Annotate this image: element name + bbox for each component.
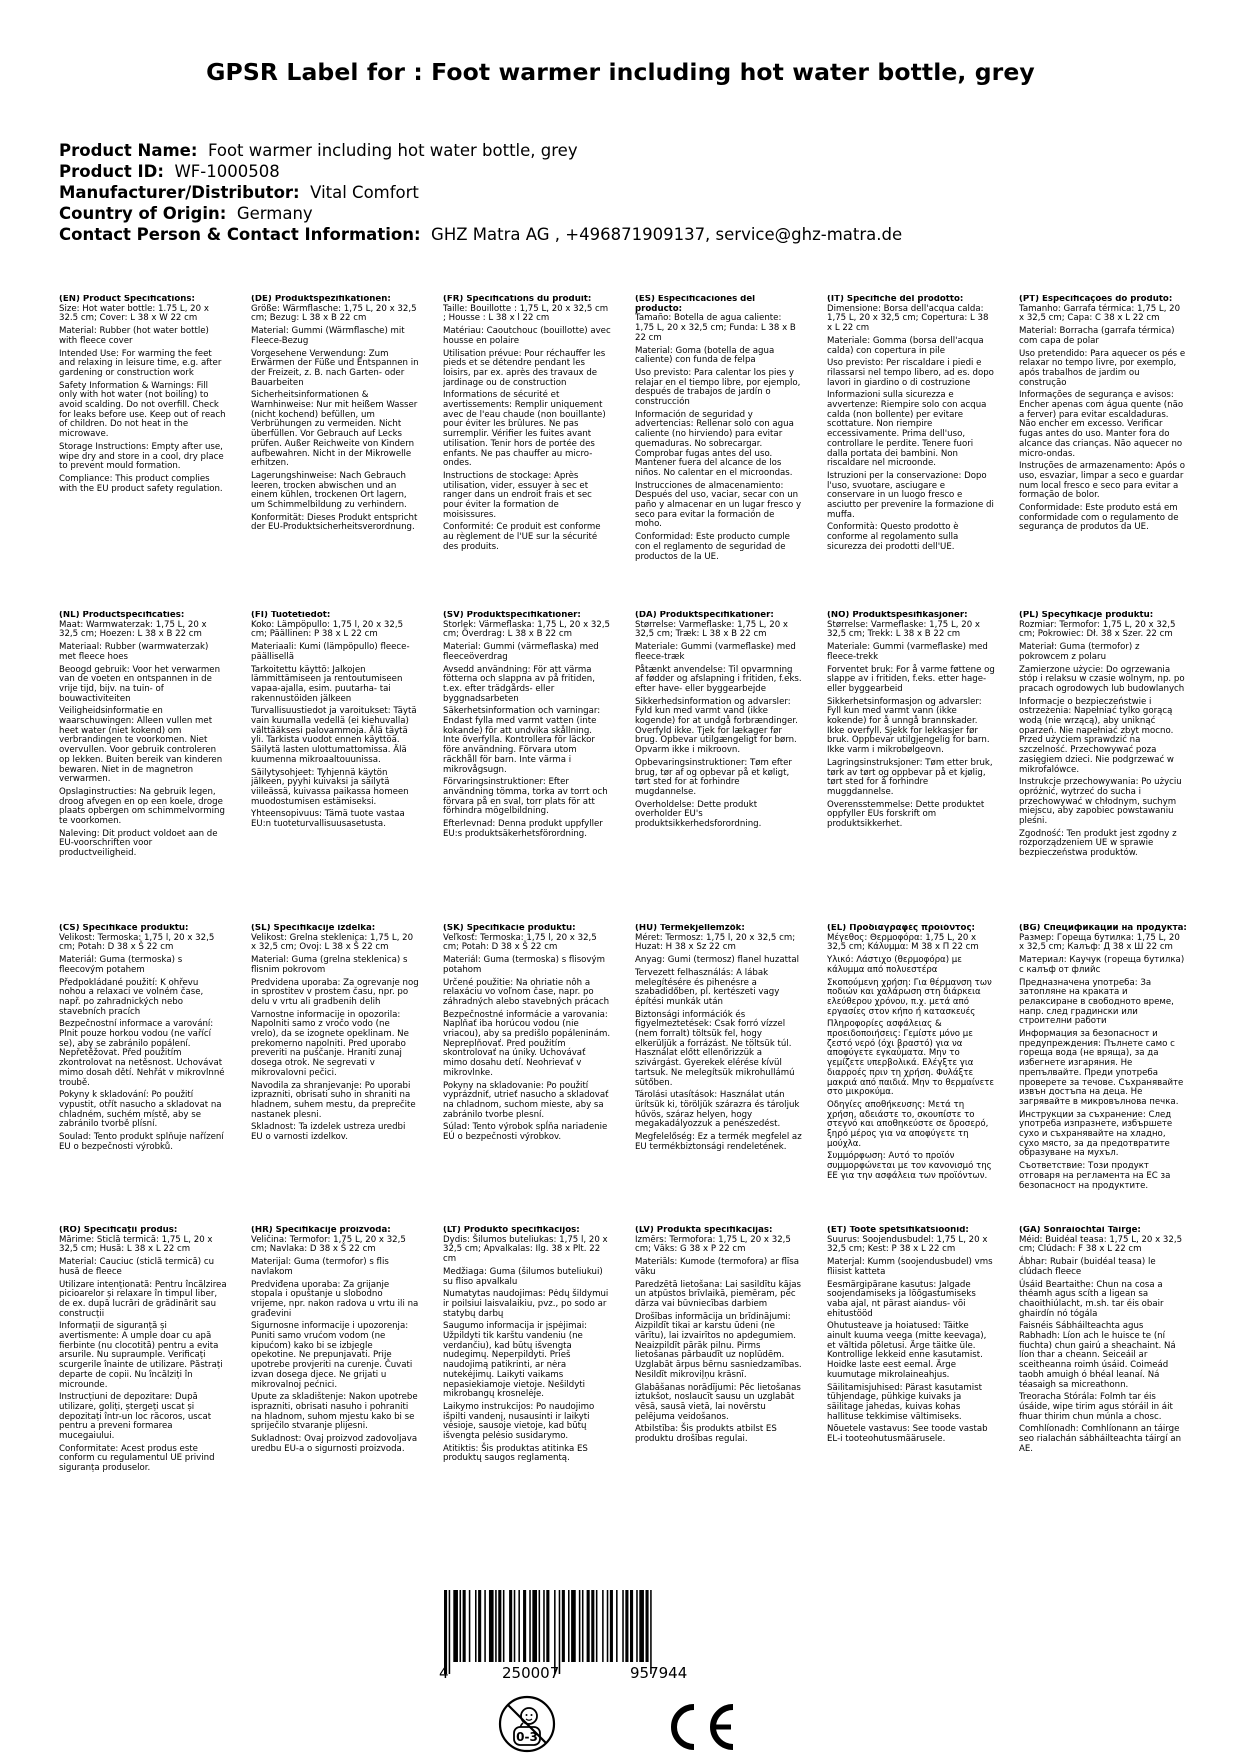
language-block-paragraph: Μέγεθος: Θερμοφόρα: 1,75 L, 20 x 32,5 cm; Κάλυμμα: Μ 38 x Π 22 cm bbox=[827, 932, 979, 953]
country-value: Germany bbox=[236, 204, 313, 223]
product-id-row bbox=[59, 161, 902, 182]
language-block-paragraph: Sicherheitsinformationen & Warnhinweise: Nur mit heißem Wasser (nicht kochend) befüllen, um Verbrühungen zu vermeiden. Nicht überfüllen. Vor Gebrauch auf Lecks prüfen. Außer Reichweite von Kindern aufbewahren. Nicht in der Mikrowelle erhitzen. bbox=[251, 390, 418, 469]
language-block-paragraph: Размер: Гореща бутилка: 1,75 L, 20 x 32,5 cm; Калъф: Д 38 x Ш 22 cm bbox=[1019, 932, 1180, 953]
barcode-bar bbox=[509, 1590, 512, 1662]
language-row bbox=[59, 611, 1191, 924]
language-block bbox=[59, 611, 227, 924]
language-block-paragraph: Материал: Каучук (гореща бутилка) с калъф от флийс bbox=[1019, 955, 1185, 975]
language-block-paragraph: Pokyny k skladování: Po použití vypustit, otřít nasucho a skladovat na chladném, suchém místě, aby se zabránilo tvorbě plísní. bbox=[59, 1090, 222, 1130]
language-block-paragraph: Materiał: Guma (termofor) z pokrowcem z polaru bbox=[1019, 642, 1140, 662]
language-block-paragraph: Material: Borracha (garrafa térmica) com capa de polar bbox=[1019, 326, 1175, 346]
language-block-paragraph: Uso previsto: Para calentar los pies y relajar en el tiempo libre, por ejemplo, después de trabajos de jardín o construcción bbox=[635, 367, 801, 408]
language-block-paragraph: Zgodność: Ten produkt jest zgodny z rozporządzeniem UE w sprawie bezpieczeństwa produktów. bbox=[1019, 828, 1177, 859]
language-block-paragraph: Conformité: Ce produit est conforme au règlement de l'UE sur la sécurité des produits. bbox=[443, 522, 601, 552]
language-block-paragraph: Konformität: Dieses Produkt entspricht der EU-Produktsicherheitsverordnung. bbox=[251, 512, 418, 533]
barcode-bar bbox=[469, 1590, 471, 1662]
barcode-bar bbox=[607, 1590, 609, 1662]
language-block-paragraph: Sigurnosne informacije i upozorenja: Puniti samo vrućom vodom (ne kipućom) kako bi se izbjegle opekotine. Ne prepunjavati. Prije upotrebe provjeriti na curenje. Čuvati izvan dosega djece. Ne grijati u mikrovalnoj pećnici. bbox=[251, 1321, 413, 1390]
language-block-paragraph: Størrelse: Varmeflaske: 1,75 L, 20 x 32,5 cm; Træk: L 38 x B 22 cm bbox=[635, 619, 789, 640]
product-name-label: Product Name: bbox=[59, 141, 198, 160]
language-block-paragraph: Beoogd gebruik: Voor het verwarmen van de voeten en ontspannen in de vrije tijd, bijv. na tuin- of bouwactiviteiten bbox=[59, 664, 221, 704]
language-block-paragraph: Předpokládané použití: K ohřevu nohou a relaxaci ve volném čase, např. po zahradnických nebo stavebních pracích bbox=[59, 977, 204, 1017]
language-block-paragraph: Tervezett felhasználás: A lábak melegítésére és pihenésre a szabadidőben, pl. kertészeti vagy építési munkák után bbox=[635, 967, 780, 1007]
language-block-title: (FI) Tuotetiedot: bbox=[251, 611, 331, 620]
barcode-bar bbox=[532, 1590, 537, 1662]
language-block-paragraph: Sikkerhetsinformasjon og advarsler: Fyll kun med varmt vann (ikke kokende) for å unngå brannskader. Ikke overfyll. Sjekk for lekkasjer før bruk. Oppbevar utilgjengelig for barn. Ikke varm i mikrobølgeovn. bbox=[827, 696, 990, 756]
language-block bbox=[635, 611, 803, 924]
language-block-title: (SL) Specifikacije izdelka: bbox=[251, 924, 376, 933]
language-block-paragraph: Opbevaringsinstruktioner: Tøm efter brug, tør af og opbevar på et køligt, tørt sted for at forhindre mugdannelse. bbox=[635, 757, 792, 797]
language-block-paragraph: Uso previsto: Per riscaldare i piedi e rilassarsi nel tempo libero, ad es. dopo lavori in giardino o di costruzione bbox=[827, 358, 994, 388]
contact-row bbox=[59, 224, 902, 245]
barcode-bar bbox=[591, 1590, 594, 1662]
language-block-paragraph: Nõuetele vastavus: See toode vastab EL-i tooteohutusmäärusele. bbox=[827, 1424, 988, 1445]
language-block-paragraph: Soulad: Tento produkt splňuje nařízení EU o bezpečnosti výrobků. bbox=[59, 1132, 224, 1152]
language-block-title: (CS) Specifikace produktu: bbox=[59, 924, 189, 933]
language-block-paragraph: Megfelelőség: Ez a termék megfelel az EU termékbiztonsági rendeletének. bbox=[635, 1132, 802, 1152]
language-block-paragraph: Predviđena uporaba: Za grijanje stopala i opuštanje u slobodno vrijeme, npr. nakon radova u vrtu ili na građevini bbox=[251, 1279, 419, 1319]
language-block-paragraph: Instrukcje przechowywania: Po użyciu opróżnić, wytrzeć do sucha i przechowywać w chłodnym, suchym miejscu, aby zapobiec powstawaniu pleśni. bbox=[1019, 777, 1182, 827]
language-block-paragraph: Yhteensopivuus: Tämä tuote vastaa EU:n tuoteturvallisuusasetusta. bbox=[251, 809, 405, 830]
language-block-title: (PL) Specyfikacje produktu: bbox=[1019, 611, 1154, 620]
language-block-paragraph: Materiaal: Rubber (warmwaterzak) met fleece hoes bbox=[59, 642, 209, 662]
product-id-label: Product ID: bbox=[59, 162, 164, 181]
language-block-paragraph: Informations de sécurité et avertissements: Remplir uniquement avec de l'eau chaude (non bouillante) pour éviter les brûlures. Ne pas surremplir. Vérifier les fuites avant utilisation. Tenir hors de portée des enfants. Ne pas chauffer au micro-ondes. bbox=[443, 390, 606, 469]
language-block bbox=[635, 1226, 803, 1526]
barcode-bar bbox=[453, 1590, 458, 1662]
language-block-paragraph: Opslaginstructies: Na gebruik legen, droog afvegen en op een koele, droge plaats opbergen om schimmelvorming te voorkomen. bbox=[59, 786, 225, 827]
language-block-paragraph: Instrucciones de almacenamiento: Después del uso, vaciar, secar con un paño y almacenar en un lugar fresco y seco para evitar la formación de moho. bbox=[635, 480, 802, 530]
barcode-bar bbox=[639, 1590, 644, 1662]
language-block-paragraph: Informações de segurança e avisos: Encher apenas com água quente (não a ferver) para evitar escaldaduras. Não encher em excesso. Verificar fugas antes do uso. Manter fora do alcance das crianças. Não aquecer no micro-ondas. bbox=[1019, 390, 1184, 459]
barcode-bar bbox=[579, 1590, 581, 1662]
manufacturer-label: Manufacturer/Distributor: bbox=[59, 183, 300, 202]
language-block-title: (FR) Spécifications du produit: bbox=[443, 295, 592, 304]
manufacturer-row bbox=[59, 182, 902, 203]
barcode-bar bbox=[514, 1590, 516, 1662]
language-block bbox=[1019, 1226, 1187, 1526]
language-block-paragraph: Instruções de armazenamento: Após o uso, esvaziar, limpar a seco e guardar num local fresco e seco para evitar a formação de bolor. bbox=[1019, 461, 1185, 501]
barcode-bar bbox=[539, 1590, 541, 1662]
language-block-paragraph: Materijal: Guma (termofor) s flis navlakom bbox=[251, 1257, 389, 1277]
product-name-value: Foot warmer including hot water bottle, grey bbox=[207, 141, 578, 160]
language-block-paragraph: Biztonsági információk és figyelmeztetések: Csak forró vízzel (nem forralt) töltsük fel, hogy elkerüljük a forrázást. Ne töltsük túl. Használat előtt ellenőrizzük a szivárgást. Gyerekek elérése kívül tartsuk. Ne melegítsük mikrohullámú sütőben. bbox=[635, 1009, 795, 1088]
barcode-bar bbox=[444, 1590, 447, 1674]
language-block-title: (GA) Sonraíochtaí Táirge: bbox=[1019, 1226, 1141, 1235]
language-block-paragraph: Matériau: Caoutchouc (bouillotte) avec housse en polaire bbox=[443, 326, 611, 346]
language-block-paragraph: Informații de siguranță și avertismente: A umple doar cu apă fierbinte (nu clocotită) pentru a evita arsurile. Nu supraumple. Verificați scurgerile înainte de utilizare. Păstrați departe de copii. Nu încălziți în microunde. bbox=[59, 1321, 223, 1390]
language-block-paragraph: Sikkerhedsinformation og advarsler: Fyld kun med varmt vand (ikke kogende) for at undgå forbrændinger. Overfyld ikke. Tjek for lækager før brug. Opbevar utilgængeligt for børn. Opvarm ikke i mikroovn. bbox=[635, 696, 798, 756]
language-block-paragraph: Conformità: Questo prodotto è conforme al regolamento sulla sicurezza dei prodotti dell'UE. bbox=[827, 522, 959, 552]
language-block-title: (RO) Specificații produs: bbox=[59, 1226, 178, 1235]
barcode-digits-right: 957944 bbox=[630, 1664, 688, 1682]
language-block bbox=[59, 295, 227, 611]
barcode-bar bbox=[518, 1590, 520, 1662]
language-block-paragraph: Bezpečnostné informácie a varovania: Naplňať iba horúcou vodou (nie vriacou), aby sa predišlo popáleninám. Nepreplňovať. Pred použitím skontrolovať na úniky. Uchovávať mimo dosahu detí. Neohrievať v mikrovlnke. bbox=[443, 1009, 611, 1078]
barcode-bar bbox=[616, 1590, 618, 1662]
page-title: GPSR Label for : Foot warmer including hot water bottle, grey bbox=[206, 58, 1035, 86]
language-specifications-grid bbox=[59, 295, 1191, 1526]
language-block-paragraph: Storage Instructions: Empty after use, wipe dry and store in a cool, dry place to prevent mould formation. bbox=[59, 441, 224, 472]
country-label: Country of Origin: bbox=[59, 204, 227, 223]
barcode-bar bbox=[546, 1590, 549, 1662]
language-block bbox=[251, 295, 419, 611]
language-block-paragraph: Instrucțiuni de depozitare: După utilizare, goliți, ștergeți uscat și depozitați într-un loc răcoros, uscat pentru a preveni formarea mucegaiului. bbox=[59, 1392, 212, 1442]
language-block-paragraph: Mărime: Sticlă termică: 1,75 L, 20 x 32,5 cm; Husă: L 38 x L 22 cm bbox=[59, 1234, 213, 1255]
language-block-paragraph: Laikymo instrukcijos: Po naudojimo išpilti vandenį, nusausinti ir laikyti vėsioje, sausoje vietoje, kad būtų išvengta pelėsio susidarymo. bbox=[443, 1401, 595, 1442]
barcode-bar bbox=[543, 1590, 545, 1662]
contact-label: Contact Person & Contact Information: bbox=[59, 225, 421, 244]
language-block-paragraph: Materiale: Gummi (varmeflaske) med fleece-trekk bbox=[827, 642, 988, 662]
language-block-paragraph: Συμμόρφωση: Αυτό το προϊόν συμμορφώνεται με τον κανονισμό της ΕΕ για την ασφάλεια των προϊόντων. bbox=[827, 1151, 992, 1181]
language-block-title: (SK) Špecifikácie produktu: bbox=[443, 924, 576, 933]
language-block-paragraph: Förvaringsinstruktioner: Efter användning tömma, torka av torrt och förvara på en sval, torr plats för att förhindra mögelbildning. bbox=[443, 777, 608, 817]
language-block-paragraph: Предназначена употреба: За затопляне на краката и релаксиране в свободното време, напр. след градински или строителни работи bbox=[1019, 977, 1174, 1027]
barcode-bar bbox=[630, 1590, 633, 1662]
barcode-bar bbox=[460, 1590, 462, 1662]
language-block-paragraph: Veličina: Termofor: 1,75 L, 20 x 32,5 cm; Navlaka: D 38 x Š 22 cm bbox=[251, 1234, 406, 1255]
language-block bbox=[827, 611, 995, 924]
product-id-value: WF-1000508 bbox=[174, 162, 280, 181]
language-block-paragraph: Turvallisuustiedot ja varoitukset: Täytä vain kuumalla vedellä (ei kiehuvalla) välttääksesi palovammoja. Älä täytä yli. Tarkista vuodot ennen käyttöä. Säilytä lasten ulottumattomissa. Älä kuumenna mikroaaltouunissa. bbox=[251, 706, 417, 765]
language-block-title: (LT) Produkto specifikacijos: bbox=[443, 1226, 580, 1235]
product-name-row bbox=[59, 140, 902, 161]
language-block-title: (DA) Produktspecifikationer: bbox=[635, 611, 774, 620]
language-block-paragraph: Numatytas naudojimas: Pėdų šildymui ir poilsiui laisvalaikiu, pvz., po sodo ar statybų darbų bbox=[443, 1289, 609, 1319]
contact-value: GHZ Matra AG , +496871909137, service@ghz-matra.de bbox=[431, 225, 903, 244]
barcode-bar bbox=[636, 1590, 638, 1662]
language-block-paragraph: Taille: Bouillotte : 1,75 L, 20 x 32,5 cm ; Housse : L 38 x l 22 cm bbox=[443, 303, 609, 324]
barcode-bar bbox=[523, 1590, 526, 1662]
language-block-paragraph: Dimensione: Borsa dell'acqua calda: 1,75 L, 20 x 32,5 cm; Copertura: L 38 x L 22 cm bbox=[827, 303, 989, 334]
language-block-paragraph: Påtænkt anvendelse: Til opvarmning af fødder og afslapning i fritiden, f.eks. efter have- eller byggearbejde bbox=[635, 664, 802, 694]
language-block-paragraph: Material: Cauciuc (sticlă termică) cu husă de fleece bbox=[59, 1257, 215, 1277]
country-row bbox=[59, 203, 902, 224]
language-block bbox=[251, 924, 419, 1226]
language-block bbox=[827, 295, 995, 611]
language-block-paragraph: Tárolási utasítások: Használat után ürítsük ki, töröljük szárazra és tároljuk hűvös, száraz helyen, hogy megakadályozzuk a penészedést. bbox=[635, 1090, 800, 1130]
language-block-paragraph: Maat: Warmwaterzak: 1,75 L, 20 x 32,5 cm; Hoezen: L 38 x B 22 cm bbox=[59, 619, 207, 640]
barcode-digits-left: 4 bbox=[439, 1664, 449, 1682]
language-block-paragraph: Méid: Buidéal teasa: 1,75 L, 20 x 32,5 cm; Clúdach: F 38 x L 22 cm bbox=[1019, 1234, 1183, 1255]
language-block bbox=[635, 295, 803, 611]
language-block-paragraph: Material: Rubber (hot water bottle) with fleece cover bbox=[59, 326, 209, 346]
language-block-paragraph: Velikost: Grelna steklenica: 1,75 L, 20 x 32,5 cm; Ovoj: L 38 x Š 22 cm bbox=[251, 932, 414, 953]
language-block-paragraph: Predvidena uporaba: Za ogrevanje nog in sprostitev v prostem času, npr. po delu v vrtu ali gradbenih delih bbox=[251, 977, 419, 1007]
barcode-bar bbox=[582, 1590, 584, 1662]
language-block-paragraph: Istruzioni per la conservazione: Dopo l'uso, svuotare, asciugare e conservare in un luogo fresco e asciutto per prevenire la formazione di muffa. bbox=[827, 470, 994, 520]
language-block-paragraph: Anyag: Gumi (termosz) flanel huzattal bbox=[635, 955, 800, 966]
language-block-paragraph: Izmērs: Termofora: 1,75 L, 20 x 32,5 cm; Vāks: G 38 x P 22 cm bbox=[635, 1234, 791, 1255]
language-block-paragraph: Vorgesehene Verwendung: Zum Erwärmen der Füße und Entspannen in der Freizeit, z. B. nach Garten- oder Bauarbeiten bbox=[251, 348, 419, 388]
barcode-bar bbox=[529, 1590, 531, 1662]
language-block-title: (PT) Especificações do produto: bbox=[1019, 295, 1173, 304]
language-block-paragraph: Conformidade: Este produto está em conformidade com o regulamento de segurança de produtos da UE. bbox=[1019, 503, 1179, 533]
language-block-paragraph: Dydis: Šilumos buteliukas: 1,75 l, 20 x 32,5 cm; Apvalkalas: Ilg. 38 x Plt. 22 cm bbox=[443, 1234, 608, 1265]
language-row bbox=[59, 1226, 1191, 1526]
age-range-text: 0-3 bbox=[516, 1730, 538, 1744]
language-block-paragraph: Materiaali: Kumi (lämpöpullo) fleece-päällisellä bbox=[251, 642, 410, 662]
language-block-paragraph: Atbilstība: Šis produkts atbilst ES produktu drošības regulai. bbox=[635, 1424, 777, 1445]
barcode-bar bbox=[587, 1590, 590, 1662]
language-block-paragraph: Инструкции за съхранение: След употреба изпразнете, избършете сухо и съхранявайте на хладно, сухо място, за да предотвратите образуване на мухъл. bbox=[1019, 1109, 1173, 1159]
language-block-paragraph: Intended Use: For warming the feet and relaxing in leisure time, e.g. after gardening or construction work bbox=[59, 348, 222, 378]
language-block-paragraph: Eesmärgipärane kasutus: Jalgade soojendamiseks ja lõõgastumiseks vaba ajal, nt pärast aiandus- või ehitustööd bbox=[827, 1279, 976, 1319]
language-block-paragraph: Instructions de stockage: Après utilisation, vider, essuyer à sec et ranger dans un endroit frais et sec pour éviter la formation de moisissures. bbox=[443, 470, 592, 520]
language-block-paragraph: Informazioni sulla sicurezza e avvertenze: Riempire solo con acqua calda (non bollente) per evitare scottature. Non riempire eccessivamente. Prima dell'uso, controllare le perdite. Tenere fuori dalla portata dei bambini. Non riscaldare nel microonde. bbox=[827, 390, 987, 469]
barcode-bar bbox=[449, 1590, 451, 1674]
barcode-bar bbox=[646, 1590, 649, 1662]
language-block-paragraph: Paredzētā lietošana: Lai sasildītu kājas un atpūstos brīvlaikā, piemēram, pēc dārza vai būvniecības darbiem bbox=[635, 1279, 802, 1309]
language-block-paragraph: Lagerungshinweise: Nach Gebrauch leeren, trocken abwischen und an einem kühlen, trockenen Ort lagern, um Schimmelbildung zu verhindern. bbox=[251, 470, 407, 511]
language-block-paragraph: Comhlíonadh: Comhlíonann an táirge seo rialachán sábháilteachta táirgí an AE. bbox=[1019, 1424, 1182, 1454]
language-block bbox=[443, 1226, 611, 1526]
language-block-title: (ET) Toote spetsifikatsioonid: bbox=[827, 1226, 969, 1235]
language-block-paragraph: Medžiaga: Guma (šilumos buteliukui) su fliso apvalkalu bbox=[443, 1266, 603, 1287]
barcode-bar bbox=[622, 1590, 624, 1662]
language-block-paragraph: Súlad: Tento výrobok spĺňa nariadenie EÚ o bezpečnosti výrobkov. bbox=[443, 1122, 608, 1143]
language-block bbox=[1019, 924, 1187, 1226]
language-block-paragraph: Glabāšanas norādījumi: Pēc lietošanas iztukšot, noslaucīt sausu un uzglabāt vēsā, sausā vietā, lai novērstu pelējuma veidošanos. bbox=[635, 1382, 801, 1422]
language-block bbox=[443, 924, 611, 1226]
language-block-paragraph: Lagringsinstruksjoner: Tøm etter bruk, tørk av tørt og oppbevar på et kjølig, tørt sted for å forhindre muggdannelse. bbox=[827, 757, 993, 797]
language-block-paragraph: Rozmiar: Termofor: 1,75 L, 20 x 32,5 cm; Pokrowiec: Dł. 38 x Szer. 22 cm bbox=[1019, 619, 1176, 640]
language-block-title: (HR) Specifikacije proizvoda: bbox=[251, 1226, 391, 1235]
language-block-paragraph: Compliance: This product complies with the EU product safety regulation. bbox=[59, 473, 223, 494]
barcode-bar bbox=[484, 1590, 486, 1662]
language-block-paragraph: Materiál: Guma (termoska) s flisovým potahom bbox=[443, 955, 605, 975]
language-block-paragraph: Υλικό: Λάστιχο (θερμοφόρα) με κάλυμμα από πολυεστέρα bbox=[827, 955, 962, 975]
barcode-bar bbox=[475, 1590, 477, 1662]
language-block-title: (BG) Спецификации на продукта: bbox=[1019, 924, 1187, 933]
language-block-paragraph: Suurus: Soojendusbudel: 1,75 L, 20 x 32,5 cm; Kest: P 38 x L 22 cm bbox=[827, 1234, 988, 1255]
language-block-paragraph: Materiale: Gomma (borsa dell'acqua calda) con copertura in pile bbox=[827, 335, 984, 356]
language-block-title: (SV) Produktspecifikationer: bbox=[443, 611, 581, 620]
barcode-bar bbox=[559, 1590, 561, 1674]
language-block-paragraph: Conformidad: Este producto cumple con el reglamento de seguridad de productos de la UE. bbox=[635, 532, 790, 562]
language-block-title: (NL) Productspecificaties: bbox=[59, 611, 185, 620]
barcode-digits-mid: 250007 bbox=[502, 1664, 560, 1682]
language-block-paragraph: Информация за безопасност и предупреждения: Пълнете само с гореща вода (не вряща), за да избегнете изгаряния. Не препълвайте. Преди употреба проверете за течове. Съхранявайте извън достъпа на деца. Не загрявайте в микровълнова печка. bbox=[1019, 1029, 1184, 1107]
barcode-bar bbox=[571, 1590, 576, 1662]
language-block-paragraph: Säkerhetsinformation och varningar: Endast fylla med varmt vatten (inte kokande) för att undvika skållning. Inte överfylla. Kontrollera för läckor före användning. Förvara utom räckhåll för barn. Inte värma i mikrovågsugn. bbox=[443, 706, 601, 775]
language-block-paragraph: Forventet bruk: For å varme føttene og slappe av i fritiden, f.eks. etter hage- eller byggearbeid bbox=[827, 664, 995, 694]
language-block-paragraph: Säilytysohjeet: Tyhjennä käytön jälkeen, pyyhi kuivaksi ja säilytä viileässä, kuivassa paikassa homeen muodostumisen estämiseksi. bbox=[251, 767, 409, 807]
language-block-paragraph: Bezpečnostní informace a varování: Plnit pouze horkou vodou (ne vařící se), aby se zabránilo popálení. Nepřetěžovat. Před použitím zkontrolovat na netěsnost. Uchovávat mimo dosah dětí. Nehřát v mikrovlnné troubě. bbox=[59, 1019, 225, 1088]
language-block-title: (IT) Specifiche del prodotto: bbox=[827, 295, 964, 304]
language-block bbox=[1019, 295, 1187, 611]
language-block-paragraph: Material: Gummi (värmeflaska) med fleeceöverdrag bbox=[443, 642, 599, 662]
language-block-title: (NO) Produktspesifikasjoner: bbox=[827, 611, 968, 620]
language-block-paragraph: Veľkosť: Termoska: 1,75 l, 20 x 32,5 cm; Potah: D 38 x Š 22 cm bbox=[443, 932, 597, 953]
barcode-bar bbox=[562, 1590, 565, 1662]
language-block-paragraph: Σκοπούμενη χρήση: Για θέρμανση των ποδιών και χαλάρωση στη διάρκεια ελεύθερου χρόνου, π.χ. μετά από εργασίες στον κήπο ή κατασκευές bbox=[827, 977, 992, 1017]
language-block bbox=[827, 924, 995, 1226]
barcode-bar bbox=[503, 1590, 505, 1662]
language-block-paragraph: Upute za skladištenje: Nakon upotrebe isprazniti, obrisati nasuho i pohraniti na hladnom, suhom mjestu kako bi se spriječilo stvaranje plijesni. bbox=[251, 1392, 418, 1432]
language-block-paragraph: Treoracha Stórála: Folmh tar éis úsáide, wipe tirim agus stóráil in áit fhuar thirim chun múnla a chosc. bbox=[1019, 1392, 1173, 1422]
language-block-paragraph: Storlek: Värmeflaska: 1,75 L, 20 x 32,5 cm; Överdrag: L 38 x B 22 cm bbox=[443, 619, 611, 640]
not-for-children-0-3-icon bbox=[497, 1694, 557, 1754]
barcode-bar bbox=[602, 1590, 604, 1662]
barcode-bars bbox=[436, 1590, 736, 1676]
language-block-paragraph: Οδηγίες αποθήκευσης: Μετά τη χρήση, αδειάστε το, σκουπίστε το στεγνό και αποθηκεύστε σε δροσερό, ξηρό μέρος για να αποφύγετε τη μούχλα. bbox=[827, 1099, 989, 1149]
language-block-paragraph: Saugumo informacija ir įspėjimai: Užpildyti tik karštu vandeniu (ne verdančiu), kad būtų išvengta nudegimų. Neperpildyti. Prieš naudojimą patikrinti, ar nėra nutekėjimų. Laikyti vaikams nepasiekiamoje vietoje. Nešildyti mikrobangų krosnelėje. bbox=[443, 1321, 588, 1400]
language-block-paragraph: Materiāls: Kumode (termofora) ar flīsa vāku bbox=[635, 1257, 800, 1277]
language-block-title: (EN) Product Specifications: bbox=[59, 295, 195, 304]
language-block-paragraph: Tarkoitettu käyttö: Jalkojen lämmittämiseen ja rentoutumiseen vapaa-ajalla, esim. puutarha- tai rakennustöiden jälkeen bbox=[251, 664, 403, 704]
language-block-paragraph: Size: Hot water bottle: 1.75 L, 20 x 32.5 cm; Cover: L 38 x W 22 cm bbox=[59, 303, 209, 324]
language-block-paragraph: Naleving: Dit product voldoet aan de EU-voorschriften voor productveiligheid. bbox=[59, 828, 218, 859]
language-block-paragraph: Πληροφορίες ασφάλειας & προειδοποιήσεις: Γεμίστε μόνο με ζεστό νερό (όχι βραστό) για να αποφύγετε εγκαύματα. Μην το γεμίζετε υπερβολικά. Ελέγξτε για διαρροές πριν τη χρήση. Φυλάξτε μακριά από παιδιά. Μην το θερμαίνετε στο μικροκύμα. bbox=[827, 1019, 995, 1098]
language-block-paragraph: Material: Guma (grelna steklenica) s flisnim pokrovom bbox=[251, 955, 408, 975]
ce-mark-icon bbox=[660, 1700, 740, 1754]
language-block bbox=[827, 1226, 995, 1526]
language-block-title: (HU) Termékjellemzők: bbox=[635, 924, 745, 933]
language-block-paragraph: Safety Information & Warnings: Fill only with hot water (not boiling) to avoid scalding. Do not overfill. Check for leaks before use. Keep out of reach of children. Do not heat in the microwave. bbox=[59, 380, 226, 440]
barcode-bar bbox=[478, 1590, 481, 1662]
language-block-paragraph: Efterlevnad: Denna produkt uppfyller EU:s produktsäkerhetsförordning. bbox=[443, 819, 603, 839]
language-block-paragraph: Información de seguridad y advertencias: Rellenar solo con agua caliente (no hirviendo) para evitar quemaduras. No sobrecargar. Comprobar fugas antes del uso. Mantener fuera del alcance de los niños. No calentar en el microondas. bbox=[635, 409, 794, 478]
language-row bbox=[59, 924, 1191, 1226]
language-block-paragraph: Varnostne informacije in opozorila: Napolniti samo z vročo vodo (ne vrelo), da se izognete opeklinam. Ne prekomerno napolniti. Pred uporabo preveriti na puščanje. Hraniti zunaj dosega otrok. Ne segrevati v mikrovalovni pečici. bbox=[251, 1009, 409, 1078]
language-block-paragraph: Koko: Lämpöpullo: 1,75 l, 20 x 32,5 cm; Päällinen: P 38 x L 22 cm bbox=[251, 619, 404, 640]
language-block-paragraph: Tamanho: Garrafa térmica: 1,75 L, 20 x 32,5 cm; Capa: C 38 x L 22 cm bbox=[1019, 303, 1181, 324]
language-row bbox=[59, 295, 1191, 611]
language-block-paragraph: Velikost: Termoska: 1,75 l, 20 x 32,5 cm; Potah: D 38 x Š 22 cm bbox=[59, 932, 215, 953]
language-block-paragraph: Avsedd användning: För att värma fötterna och slappna av på fritiden, t.ex. efter trädgårds- eller byggnadsarbeten bbox=[443, 664, 595, 704]
language-block-paragraph: Uso pretendido: Para aquecer os pés e relaxar no tempo livre, por exemplo, após trabalhos de jardim ou construção bbox=[1019, 348, 1186, 388]
language-block bbox=[59, 1226, 227, 1526]
language-block-paragraph: Navodila za shranjevanje: Po uporabi izprazniti, obrisati suho in shraniti na hladnem, suhem mestu, da preprečite nastanek plesni. bbox=[251, 1080, 416, 1120]
language-block-paragraph: Material: Gummi (Wärmflasche) mit Fleece-Bezug bbox=[251, 326, 405, 346]
barcode-bar bbox=[489, 1590, 494, 1662]
language-block-title: (LV) Produkta specifikācijas: bbox=[635, 1226, 773, 1235]
language-block-paragraph: Pokyny na skladovanie: Po použití vyprázdniť, utrieť nasucho a skladovať na chladnom, suchom mieste, aby sa zabránilo tvorbe plesní. bbox=[443, 1080, 609, 1120]
language-block-paragraph: Určené použitie: Na ohriatie nôh a relaxáciu vo voľnom čase, napr. po záhradných alebo stavebných prácach bbox=[443, 977, 610, 1007]
language-block-paragraph: Méret: Termosz: 1,75 l, 20 x 32,5 cm; Huzat: H 38 x Sz 22 cm bbox=[635, 932, 796, 953]
language-block-paragraph: Tamaño: Botella de agua caliente: 1,75 L, 20 x 32,5 cm; Funda: L 38 x B 22 cm bbox=[635, 313, 796, 343]
language-block-paragraph: Faisnéis Sábháilteachta agus Rabhadh: Líon ach le huisce te (ní fiuchta) chun gairú a sheachaint. Ná líon thar a cheann. Seiceáil ar sceitheanna roimh úsáid. Coimeád taobh amuigh ó bhéal leanaí. Ná téasaigh sa micreathonn. bbox=[1019, 1321, 1176, 1390]
language-block-paragraph: Overholdelse: Dette produkt overholder EU's produktsikkerhedsforordning. bbox=[635, 799, 762, 830]
language-block-paragraph: Drošības informācija un brīdinājumi: Aizpildīt tikai ar karstu ūdeni (ne vārītu), lai izvairītos no apdegumiem. Neaizpildīt pārāk pilnu. Pirms lietošanas pārbaudīt uz noplūdēm. Uzglabāt ārpus bērnu sasniedzamības. Nesildīt mikroviļņu krāsnī. bbox=[635, 1311, 802, 1380]
language-block-paragraph: Größe: Wärmflasche: 1,75 L, 20 x 32,5 cm; Bezug: L 38 x B 22 cm bbox=[251, 303, 417, 324]
language-block bbox=[443, 611, 611, 924]
barcode-bar bbox=[463, 1590, 466, 1662]
language-block-paragraph: Skladnost: Ta izdelek ustreza uredbi EU o varnosti izdelkov. bbox=[251, 1122, 406, 1143]
language-block-paragraph: Sukladnost: Ovaj proizvod zadovoljava uredbu EU-a o sigurnosti proizvoda. bbox=[251, 1434, 418, 1454]
language-block bbox=[251, 611, 419, 924]
barcode-bar bbox=[650, 1590, 652, 1674]
product-info bbox=[59, 140, 902, 245]
language-block-paragraph: Conformitate: Acest produs este conform cu regulamentul UE privind siguranța produselor. bbox=[59, 1443, 215, 1474]
language-block bbox=[251, 1226, 419, 1526]
barcode-bar bbox=[554, 1590, 556, 1674]
language-block-paragraph: Overensstemmelse: Dette produktet oppfyller EUs forskrift om produktsikkerhet. bbox=[827, 799, 985, 830]
language-block-paragraph: Materiál: Guma (termoska) s fleecovým potahem bbox=[59, 955, 183, 975]
language-block bbox=[1019, 611, 1187, 924]
language-block-paragraph: Utilisation prévue: Pour réchauffer les pieds et se détendre pendant les loisirs, par ex. après des travaux de jardinage ou de construction bbox=[443, 348, 606, 388]
language-block-paragraph: Atitiktis: Šis produktas atitinka ES produktų saugos reglamentą. bbox=[443, 1443, 588, 1464]
language-block-title: (ES) Especificaciones del producto: bbox=[635, 295, 756, 314]
barcode-bar bbox=[625, 1590, 628, 1662]
language-block-title: (EL) Προδιαγραφές προϊόντος: bbox=[827, 924, 975, 933]
language-block-paragraph: Säilitamisjuhised: Pärast kasutamist tühjendage, pühkige kuivaks ja säilitage jahedas, kuivas kohas hallituse tekkimise vältimiseks. bbox=[827, 1382, 982, 1422]
language-block-paragraph: Materjal: Kumm (soojendusbudel) vms fliisist katteta bbox=[827, 1257, 993, 1277]
language-block-paragraph: Ábhar: Rubair (buidéal teasa) le clúdach fleece bbox=[1019, 1257, 1156, 1277]
language-block bbox=[635, 924, 803, 1226]
language-block-paragraph: Zamierzone użycie: Do ogrzewania stóp i relaksu w czasie wolnym, np. po pracach ogrodowych lub budowlanych bbox=[1019, 664, 1185, 694]
barcode-bar bbox=[495, 1590, 497, 1662]
barcode bbox=[436, 1590, 736, 1676]
language-block-paragraph: Úsáid Beartaithe: Chun na cosa a théamh agus scíth a ligean sa chaoithiúlacht, m.sh. tar éis obair ghairdín nó tógála bbox=[1019, 1279, 1164, 1319]
language-block-paragraph: Utilizare intenționată: Pentru încălzirea picioarelor și relaxare în timpul liber, de ex. după lucrări de grădinărit sau construcții bbox=[59, 1279, 227, 1319]
language-block bbox=[443, 295, 611, 611]
language-block-paragraph: Ohutusteave ja hoiatused: Täitke ainult kuuma veega (mitte keevaga), et vältida põletusi. Ärge täitke üle. Kontrollige lekkeid enne kasutamist. Hoidke laste eest eemal. Ärge kuumutage mikrolaineahjus. bbox=[827, 1321, 987, 1380]
language-block-paragraph: Materiale: Gummi (varmeflaske) med fleece-træk bbox=[635, 642, 796, 662]
language-block-paragraph: Størrelse: Varmeflaske: 1,75 L, 20 x 32,5 cm; Trekk: L 38 x B 22 cm bbox=[827, 619, 981, 640]
language-block-paragraph: Material: Goma (botella de agua caliente) con funda de felpa bbox=[635, 345, 775, 366]
language-block-paragraph: Съответствие: Този продукт отговаря на регламента на ЕС за безопасност на продуктите. bbox=[1019, 1161, 1171, 1191]
barcode-bar bbox=[610, 1590, 613, 1662]
language-block-title: (DE) Produktspezifikationen: bbox=[251, 295, 391, 304]
language-block bbox=[59, 924, 227, 1226]
language-block-paragraph: Informacje o bezpieczeństwie i ostrzeżenia: Napełniać tylko gorącą wodą (nie wrzącą), aby uniknąć oparzeń. Nie napełniać zbyt mocno. Przed użyciem sprawdzić na szczelność. Przechowywać poza zasięgiem dzieci. Nie podgrzewać w mikrofalówce. bbox=[1019, 696, 1174, 775]
barcode-bar bbox=[596, 1590, 598, 1662]
language-block-paragraph: Veiligheidsinformatie en waarschuwingen: Alleen vullen met heet water (niet kokend) om verbrandingen te voorkomen. Niet overvullen. Voor gebruik controleren op lekken. Buiten bereik van kinderen bewaren. Niet in de magnetron verwarmen. bbox=[59, 706, 223, 785]
barcode-bar bbox=[498, 1590, 501, 1662]
manufacturer-value: Vital Comfort bbox=[310, 183, 419, 202]
barcode-bar bbox=[568, 1590, 570, 1662]
